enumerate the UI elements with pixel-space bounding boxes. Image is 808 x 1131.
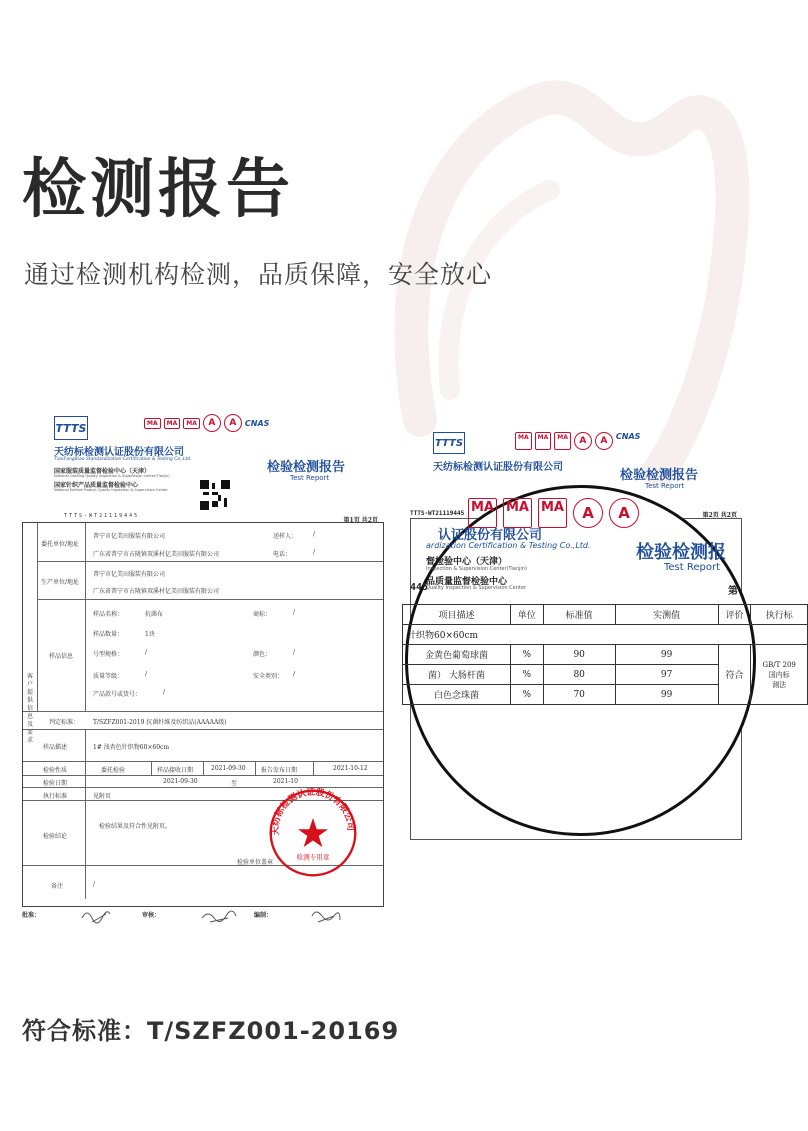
magnified-center1: 督检验中心（天津）: [426, 557, 508, 567]
exec-standard-value: 见附页: [93, 793, 112, 800]
item-std: 70: [543, 685, 615, 705]
magnified-center2: 品质量监督检验中心: [426, 577, 508, 587]
col-unit: 单位: [510, 605, 543, 625]
batch-value: /: [163, 689, 166, 696]
color-label: 颜色：: [253, 651, 272, 658]
phone-label: 电话：: [273, 551, 292, 558]
report-title-cn: 检验检测报告: [620, 468, 699, 483]
ma-badge: MA: [554, 432, 571, 450]
col-exec: 执行标: [751, 605, 808, 625]
conclusion-value: 检验结果及符合性见附页。: [99, 823, 172, 830]
magnified-report-title: 检验检测报: [636, 542, 726, 563]
test-date-to-label: 至: [231, 780, 238, 787]
cal-badge: A: [203, 414, 221, 432]
review-label: 审核：: [142, 912, 161, 919]
exec-line: 国内标: [768, 670, 790, 679]
handwritten-signatures: [72, 906, 372, 926]
spec-value: /: [145, 649, 148, 656]
item-unit: %: [510, 685, 543, 705]
seal-label: 检验单位盖章: [237, 859, 274, 866]
company-name-cn: 天纺标检测认证股份有限公司: [54, 447, 184, 458]
sender-label: 送样人：: [273, 533, 298, 540]
recv-date-value: 2021-09-30: [211, 765, 246, 772]
ttts-logo: TTTS: [54, 416, 88, 440]
item-unit: %: [510, 645, 543, 665]
ma-badge: MA: [515, 432, 532, 450]
page-number: 第1页 共2页: [343, 517, 378, 524]
center1-en: National Clothing Quality Inspection & Supervision Center(Tianjin): [54, 474, 170, 478]
desc-label: 样品描述: [43, 744, 68, 751]
test-report-page-1: [22, 410, 384, 925]
nature-label: 检验性质: [43, 767, 68, 774]
magnified-page: 第: [728, 586, 738, 597]
row-prefix: 菌）: [428, 671, 447, 681]
phone-value: /: [313, 549, 316, 556]
report-title-en: Test Report: [645, 482, 685, 490]
magnified-company-en: ardization Certification & Testing Co.,Ltd.: [426, 541, 591, 550]
page-title: 检测报告: [22, 153, 294, 227]
batch-label: 产品款号或货号：: [93, 691, 142, 698]
grade-value: /: [145, 671, 148, 678]
center1-cn: 国家服装质量监督检验中心（天津）: [54, 468, 151, 475]
report-serial: TTTS-WT21119445: [410, 510, 465, 517]
company-name-en: TianFangBiao Standardization Certification & Testing Co.,Ltd.: [54, 457, 192, 462]
official-stamp: [266, 786, 360, 880]
svg-text:天纺标检测认证股份有限公司: 天纺标检测认证股份有限公司: [271, 787, 356, 836]
page-number: 第2页 共2页: [702, 512, 737, 519]
magnified-center2-en: Quality Inspection & Supervision Center: [426, 585, 526, 591]
author-label: 编制：: [254, 912, 273, 919]
maker-name: 普宁市亿美田服装有限公司: [93, 571, 166, 578]
client-address: 广东省普宁市占陇镇双溪村亿美田服装有限公司: [93, 551, 220, 558]
sample-desc: 针织物60×60cm: [403, 625, 808, 645]
ma-badge: MA: [164, 418, 181, 429]
cal-badge: A: [595, 432, 613, 450]
magnified-report-title-en: Test Report: [664, 562, 721, 573]
table-row: [403, 645, 808, 665]
ma-badge: MA: [538, 498, 567, 528]
sender-value: /: [313, 531, 316, 538]
standard-value: T/SZFZ001-2019 抗菌纤维及纺织品(AAAAA级): [93, 719, 227, 726]
test-date-label: 检验日期: [43, 780, 68, 787]
report-serial: TTTS-WT21119445: [64, 513, 140, 519]
magnified-results-table: [402, 604, 808, 705]
item-name: 白色念珠菌: [403, 685, 511, 705]
cal-badge: A: [574, 432, 592, 450]
safety-value: /: [293, 671, 296, 678]
company-name-cn: 天纺标检测认证股份有限公司: [433, 462, 563, 473]
ma-badge: MA: [183, 418, 200, 429]
center2-en: National Knitted Product Quality Inspection & Supervision Center: [54, 488, 168, 492]
col-item: 项目描述: [403, 605, 511, 625]
spec-label: 号型规格：: [93, 651, 124, 658]
remark-label: 备注: [51, 883, 64, 890]
item-exec: [751, 645, 808, 705]
ma-badge: MA: [144, 418, 161, 429]
item-std: 90: [543, 645, 615, 665]
color-value: /: [293, 649, 296, 656]
grade-label: 质量等级：: [93, 673, 124, 680]
item-name: 金黄色葡萄球菌: [403, 645, 511, 665]
magnifier-circle: [405, 485, 796, 836]
client-name: 普宁市亿美田服装有限公司: [93, 533, 166, 540]
sample-info-label: 样品信息: [49, 653, 74, 660]
cnas-logo: CNAS: [244, 418, 270, 428]
ttts-logo: TTTS: [433, 432, 465, 454]
item-value: 99: [615, 645, 718, 665]
sample-qty-label: 样品数量：: [93, 631, 124, 638]
conclusion-label: 检验结论: [43, 833, 68, 840]
test-date-to: 2021-10: [273, 778, 298, 785]
maker-label: 生产单位/地址: [41, 579, 80, 586]
standard-label: 判定标准：: [49, 719, 80, 726]
safety-label: 安全类别：: [253, 673, 284, 680]
table-header-row: [403, 605, 808, 625]
issue-date-value: 2021-10-12: [333, 765, 368, 772]
side-label: 客户提供信息及要求: [26, 673, 33, 744]
sample-name-label: 样品名称：: [93, 611, 124, 618]
trademark-label: 商标：: [253, 611, 272, 618]
remark-value: /: [93, 881, 96, 888]
test-date-from: 2021-09-30: [163, 778, 198, 785]
exec-line: 測法: [772, 680, 787, 689]
ma-badge: MA: [503, 498, 532, 528]
client-label: 委托单位/地址: [41, 541, 80, 548]
nature-value: 委托检验: [101, 767, 126, 774]
item-unit: %: [510, 665, 543, 685]
recv-date-label: 样品接收日期: [157, 767, 194, 774]
magnified-center1-en: Inspection & Supervision Center(Tianjin): [426, 566, 527, 572]
qr-code-icon: [200, 480, 230, 510]
magnified-company: 认证股份有限公司: [438, 528, 543, 543]
desc-value: 1# 浅杏色针织物60×60cm: [93, 744, 170, 751]
ma-badge: MA: [535, 432, 552, 450]
exec-standard-label: 执行标准: [43, 793, 68, 800]
item-value: 99: [615, 685, 718, 705]
approve-label: 批准：: [22, 912, 41, 919]
item-name-text: 大肠杆菌: [448, 671, 485, 681]
trademark-value: /: [293, 609, 296, 616]
center2-cn: 国家针织产品质量监督检验中心: [54, 482, 139, 489]
col-verdict: 评价: [718, 605, 751, 625]
item-verdict: 符合: [718, 645, 751, 705]
magnified-serial: 445: [410, 582, 429, 593]
col-std: 标准值: [543, 605, 615, 625]
report-title-cn: 检验检测报告: [267, 460, 346, 475]
item-value: 97: [615, 665, 718, 685]
maker-address: 广东省普宁市占陇镇双溪村亿美田服装有限公司: [93, 588, 220, 595]
sample-name-value: 抗菌布: [145, 611, 164, 618]
page-subtitle: 通过检测机构检测，品质保障，安全放心: [24, 260, 493, 289]
issue-date-label: 报告发布日期: [261, 767, 298, 774]
compliance-standard: 符合标准：T/SZFZ001-20169: [22, 1017, 400, 1045]
ma-badge: MA: [468, 498, 497, 528]
report-title-en: Test Report: [290, 474, 330, 482]
exec-line: GB/T 209: [762, 660, 796, 669]
svg-text:检测专用章: 检测专用章: [296, 853, 330, 862]
sample-qty-value: 1块: [145, 631, 155, 638]
table-row: [403, 625, 808, 645]
certification-badges: [144, 414, 269, 432]
cal-badge: A: [609, 498, 639, 528]
cnas-logo: CNAS: [615, 432, 641, 441]
col-value: 实测值: [615, 605, 718, 625]
item-std: 80: [543, 665, 615, 685]
certification-badges: [515, 432, 640, 450]
cal-badge: A: [224, 414, 242, 432]
cal-badge: A: [573, 498, 603, 528]
item-name: [403, 665, 511, 685]
